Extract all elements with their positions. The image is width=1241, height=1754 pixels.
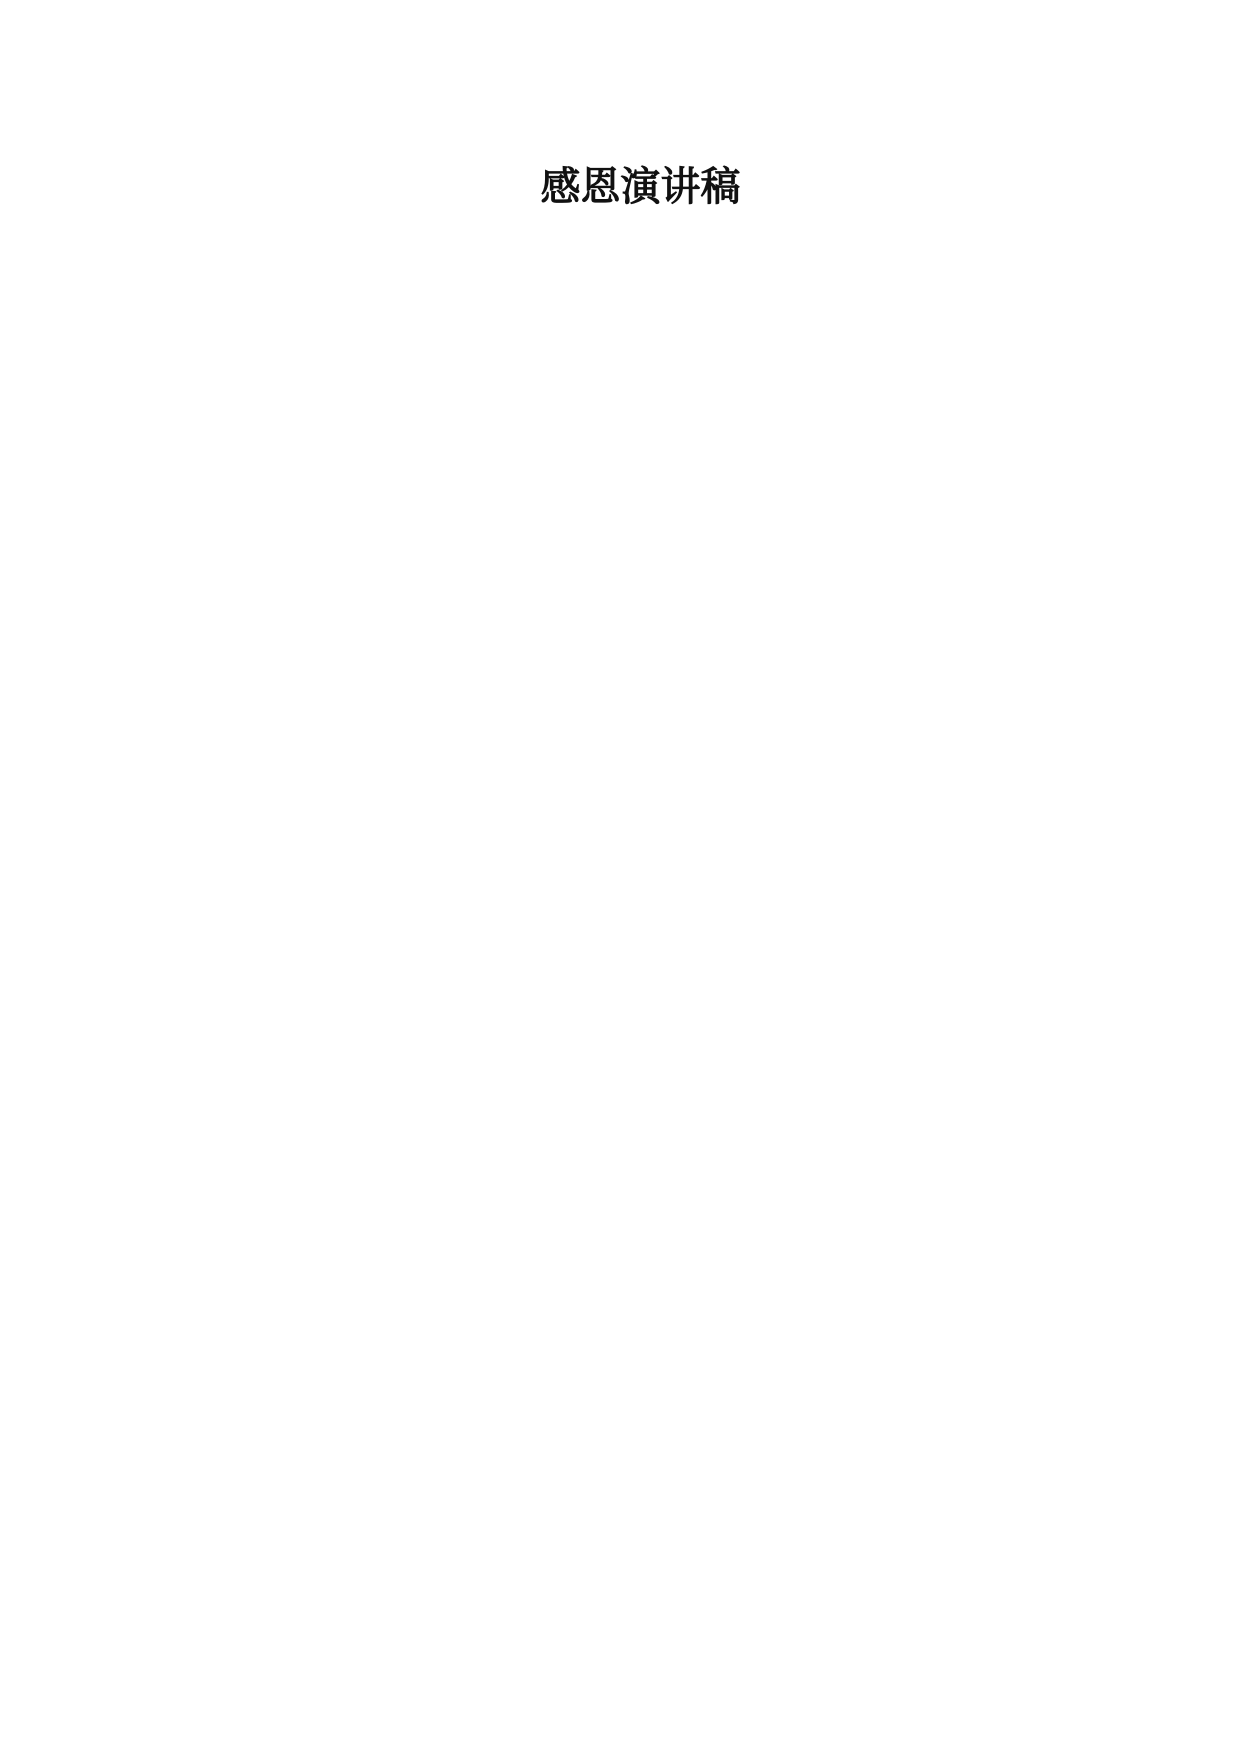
document-body (190, 462, 1100, 502)
document-title: 感恩演讲稿 (540, 164, 741, 210)
